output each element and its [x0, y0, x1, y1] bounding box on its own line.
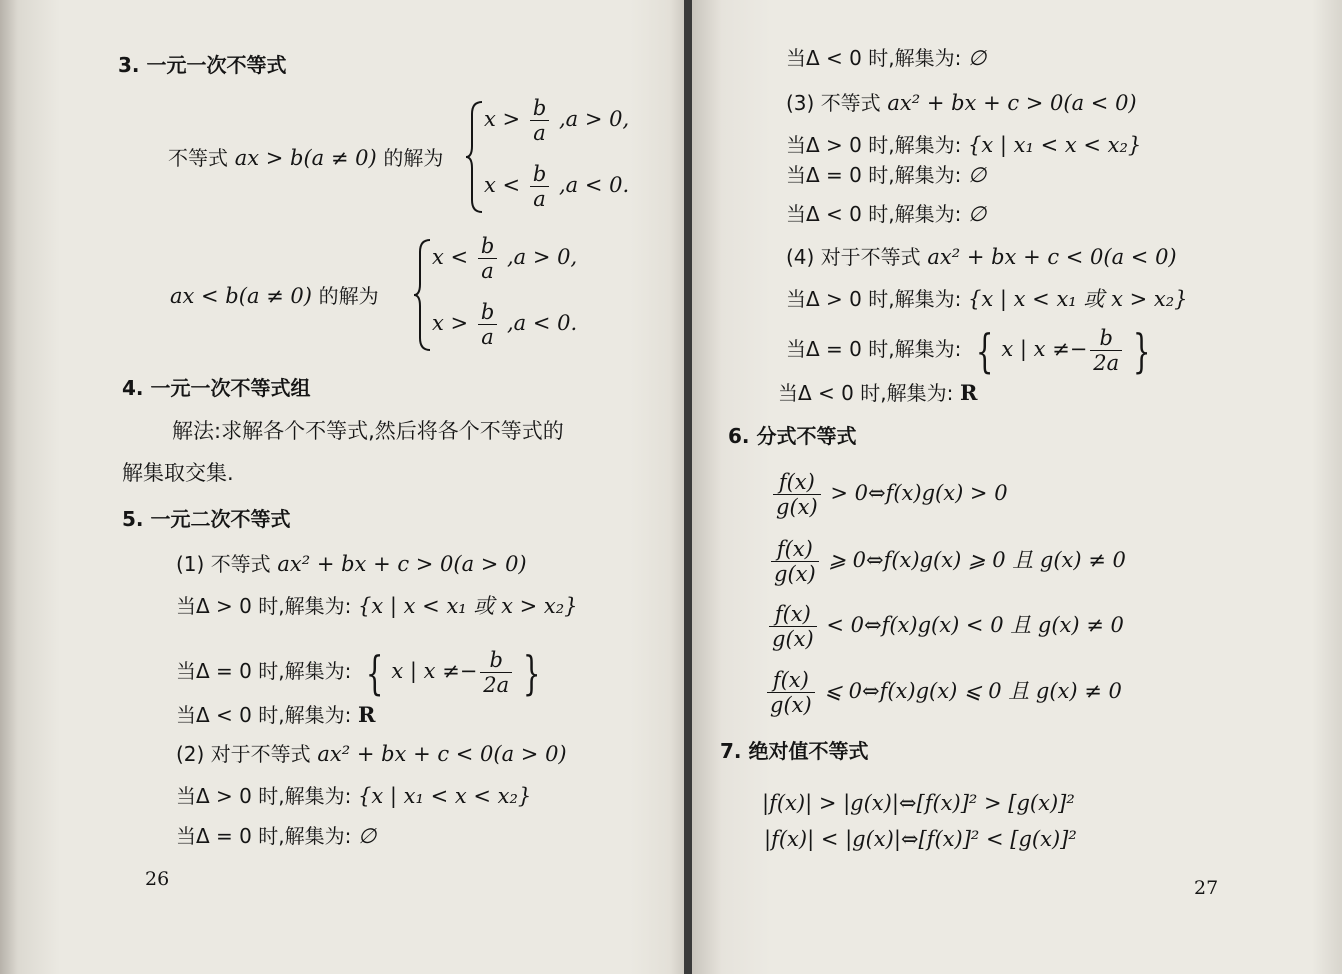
case1-row2-num: b: [530, 162, 549, 187]
sec5-p2-intro-text: (2) 对于不等式: [176, 742, 311, 766]
section-7-heading: 7. 绝对值不等式: [720, 739, 869, 763]
sec5-p1-line1: [176, 593, 577, 619]
p4-line2-text: 当Δ = 0 时,解集为:: [786, 337, 962, 361]
p3-line2-text: 当Δ = 0 时,解集为:: [786, 163, 962, 187]
right-page-number: 27: [1194, 877, 1219, 899]
case1-label-text: 不等式: [168, 146, 228, 170]
p3-intro: [786, 90, 1137, 116]
case1-row1-rhs: ,a > 0,: [558, 107, 630, 131]
sec5-p2-line1-math: {x | x₁ < x < x₂}: [358, 784, 532, 808]
section-4-body-line2: 解集取交集.: [122, 461, 234, 485]
sec5-p1-line2-math: x | x ≠−: [391, 659, 478, 683]
p4-line3-text: 当Δ < 0 时,解集为:: [778, 381, 954, 405]
p3-line3: [786, 201, 986, 227]
frac-ineq-3-rest: < 0⇔f(x)g(x) < 0 且 g(x) ≠ 0: [826, 613, 1124, 637]
sec5-p1-line1-math: {x | x < x₁ 或 x > x₂}: [358, 594, 578, 618]
frac-ineq-3-fraction: [769, 602, 817, 651]
section-4-body-line1: 解法:求解各个不等式,然后将各个不等式的: [172, 419, 564, 443]
sec5-p2-line2: [176, 823, 376, 849]
sec5-p1-line2-open-brace: {: [365, 645, 384, 700]
p3-line3-math: ∅: [968, 202, 987, 226]
case2-label-suffix: 的解为: [318, 284, 379, 308]
case2-row1-den: a: [481, 259, 494, 283]
right-top-line1: [786, 45, 986, 71]
p4-line2-math: x | x ≠−: [1001, 337, 1088, 361]
section-5-heading: 5. 一元二次不等式: [122, 507, 291, 531]
frac-ineq-1: [770, 470, 1008, 519]
frac-ineq-2-rest: ⩾ 0⇔f(x)g(x) ⩾ 0 且 g(x) ≠ 0: [828, 548, 1126, 572]
sec5-p1-line3-math: R: [358, 702, 376, 727]
case2-brace: [412, 238, 434, 352]
case1-label-suffix: 的解为: [383, 146, 444, 170]
frac-ineq-4-num: f(x): [767, 668, 815, 693]
frac-ineq-4: [764, 668, 1122, 717]
case1-row1-den: a: [533, 121, 546, 145]
sec5-p1-line3: [176, 702, 375, 728]
sec5-p2-intro-math: ax² + bx + c < 0(a > 0): [317, 742, 567, 766]
case1-label-math: ax > b(a ≠ 0): [234, 146, 377, 170]
sec5-p1-line2-close-brace: }: [523, 645, 541, 700]
p4-line1-text: 当Δ > 0 时,解集为:: [786, 287, 962, 311]
frac-ineq-2-fraction: [771, 537, 819, 586]
case1-row2-den: a: [533, 187, 546, 211]
case2-row2-num: b: [478, 300, 497, 325]
p4-line2: [786, 323, 1158, 378]
sec5-p1-line2-num: b: [480, 648, 512, 673]
frac-ineq-1-fraction: [773, 470, 821, 519]
frac-ineq-4-den: g(x): [770, 693, 812, 717]
p4-intro: [786, 244, 1177, 270]
frac-ineq-2-den: g(x): [774, 562, 816, 586]
p4-line2-fraction: [1090, 326, 1122, 375]
sec5-p1-line1-text: 当Δ > 0 时,解集为:: [176, 594, 352, 618]
frac-ineq-2: [768, 537, 1126, 586]
p4-line2-open-brace: {: [975, 323, 994, 378]
p3-line2-math: ∅: [968, 163, 987, 187]
case1-row2-lhs: x <: [484, 173, 521, 197]
p4-line1: [786, 286, 1187, 312]
frac-ineq-4-fraction: [767, 668, 815, 717]
case2-label: [170, 283, 379, 309]
case1-row2-fraction: [530, 162, 549, 211]
sec5-p1-line3-text: 当Δ < 0 时,解集为:: [176, 703, 352, 727]
frac-ineq-1-rest: > 0⇔f(x)g(x) > 0: [830, 481, 1008, 505]
frac-ineq-3-num: f(x): [769, 602, 817, 627]
sec5-p2-line1-text: 当Δ > 0 时,解集为:: [176, 784, 352, 808]
p3-line3-text: 当Δ < 0 时,解集为:: [786, 202, 962, 226]
frac-ineq-1-num: f(x): [773, 470, 821, 495]
frac-ineq-4-rest: ⩽ 0⇔f(x)g(x) ⩽ 0 且 g(x) ≠ 0: [824, 679, 1122, 703]
section-6-heading: 6. 分式不等式: [728, 424, 857, 448]
right-top-line1-math: ∅: [968, 46, 987, 70]
frac-ineq-2-num: f(x): [771, 537, 819, 562]
abs-ineq-1: |f(x)| > |g(x)|⇔[f(x)]² > [g(x)]²: [762, 791, 1075, 815]
case1-row1: [484, 96, 629, 145]
sec5-p2-line1: [176, 783, 531, 809]
book-gutter: [684, 0, 692, 974]
p3-line1-math: {x | x₁ < x < x₂}: [968, 133, 1142, 157]
case2-row2-rhs: ,a < 0.: [506, 311, 578, 335]
case2-label-math: ax < b(a ≠ 0): [170, 284, 312, 308]
case2-row1: [432, 234, 577, 283]
case1-row2-rhs: ,a < 0.: [558, 173, 630, 197]
p3-line1: [786, 132, 1141, 158]
p3-line1-text: 当Δ > 0 时,解集为:: [786, 133, 962, 157]
left-page-number: 26: [145, 868, 170, 890]
p4-intro-math: ax² + bx + c < 0(a < 0): [927, 245, 1177, 269]
case2-row1-rhs: ,a > 0,: [506, 245, 578, 269]
section-4-heading: 4. 一元一次不等式组: [122, 376, 311, 400]
p4-line3: [778, 380, 977, 406]
sec5-p1-intro-math: ax² + bx + c > 0(a > 0): [277, 552, 527, 576]
p4-line1-math: {x | x < x₁ 或 x > x₂}: [968, 287, 1188, 311]
case1-row1-num: b: [530, 96, 549, 121]
sec5-p1-intro-text: (1) 不等式: [176, 552, 271, 576]
right-page: [692, 0, 1342, 974]
case2-row2-den: a: [481, 325, 494, 349]
case1-row2: [484, 162, 629, 211]
frac-ineq-3: [766, 602, 1124, 651]
sec5-p2-line2-math: ∅: [358, 824, 377, 848]
p3-line2: [786, 162, 986, 188]
case1-brace: [464, 100, 486, 214]
p4-line2-den: 2a: [1093, 351, 1120, 375]
section-3-heading: 3. 一元一次不等式: [118, 53, 287, 77]
case2-row1-fraction: [478, 234, 497, 283]
case1-row1-fraction: [530, 96, 549, 145]
case1-row1-lhs: x >: [484, 107, 521, 131]
sec5-p1-line2-text: 当Δ = 0 时,解集为:: [176, 659, 352, 683]
case1-label: [168, 145, 443, 171]
abs-ineq-2: |f(x)| < |g(x)|⇔[f(x)]² < [g(x)]²: [764, 827, 1077, 851]
frac-ineq-1-den: g(x): [776, 495, 818, 519]
sec5-p1-line2-fraction: [480, 648, 512, 697]
case2-row1-lhs: x <: [432, 245, 469, 269]
p4-line3-math: R: [960, 380, 978, 405]
p4-intro-text: (4) 对于不等式: [786, 245, 921, 269]
p4-line2-close-brace: }: [1133, 323, 1151, 378]
p3-intro-text: (3) 不等式: [786, 91, 881, 115]
case2-row2: [432, 300, 577, 349]
sec5-p1-line2-den: 2a: [483, 673, 510, 697]
case2-row2-fraction: [478, 300, 497, 349]
sec5-p2-intro: [176, 741, 567, 767]
p3-intro-math: ax² + bx + c > 0(a < 0): [887, 91, 1137, 115]
sec5-p1-intro: [176, 551, 527, 577]
sec5-p1-line2: [176, 645, 548, 700]
right-top-line1-text: 当Δ < 0 时,解集为:: [786, 46, 962, 70]
case2-row2-lhs: x >: [432, 311, 469, 335]
frac-ineq-3-den: g(x): [772, 627, 814, 651]
sec5-p2-line2-text: 当Δ = 0 时,解集为:: [176, 824, 352, 848]
case2-row1-num: b: [478, 234, 497, 259]
p4-line2-num: b: [1090, 326, 1122, 351]
